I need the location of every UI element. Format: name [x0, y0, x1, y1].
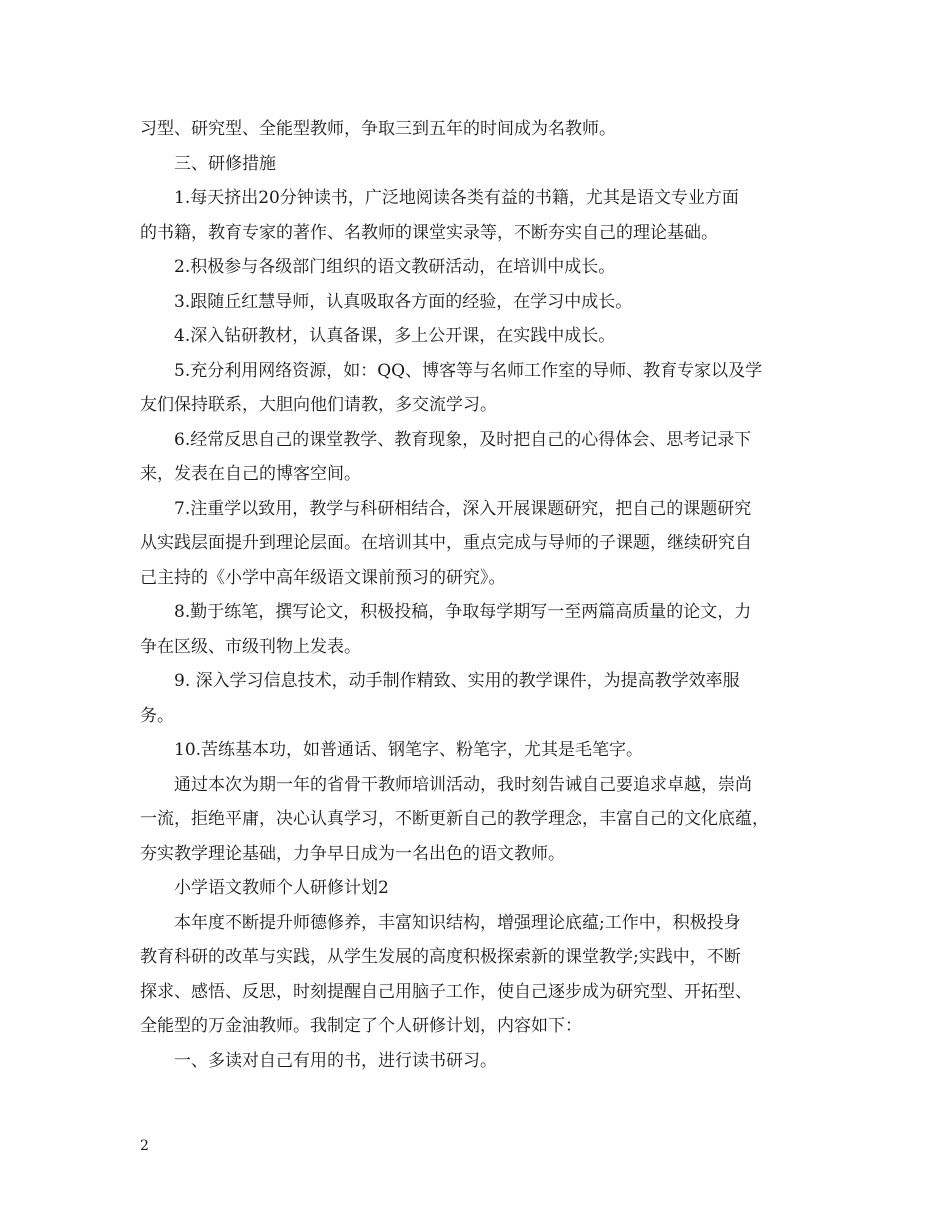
text-line: 教育科研的改革与实践，从学生发展的高度积极探索新的课堂教学;实践中，不断: [140, 947, 741, 967]
text-line: 务。: [140, 705, 174, 726]
text-line: 习型、研究型、全能型教师，争取三到五年的时间成为名教师。: [140, 119, 616, 139]
text-line: 10.苦练基本功，如普通话、钢笔字、粉笔字，尤其是毛笔字。: [174, 740, 644, 760]
text-line: 一流，拒绝平庸，决心认真学习，不断更新自己的教学理念，丰富自己的文化底蕴，: [140, 809, 769, 829]
text-line: 2.积极参与各级部门组织的语文教研活动，在培训中成长。: [174, 257, 616, 277]
text-line: 小学语文教师个人研修计划2: [174, 878, 389, 898]
text-line: 3.跟随丘红慧导师，认真吸取各方面的经验，在学习中成长。: [174, 291, 633, 312]
text-line: 探求、感悟、反思，时刻提醒自己用脑子工作，使自己逐步成为研究型、开拓型、: [140, 981, 752, 1002]
text-line: 全能型的万金油教师。我制定了个人研修计划，内容如下：: [140, 1016, 582, 1036]
text-line: 友们保持联系，大胆向他们请教，多交流学习。: [140, 395, 497, 415]
text-line: 从实践层面提升到理论层面。在培训其中，重点完成与导师的子课题，继续研究自: [140, 533, 752, 553]
page-number: 2: [140, 1138, 149, 1154]
text-line: 1.每天挤出20分钟读书，广泛地阅读各类有益的书籍，尤其是语文专业方面: [174, 188, 739, 208]
text-line: 本年度不断提升师德修养，丰富知识结构，增强理论底蕴;工作中，积极投身: [174, 912, 741, 933]
text-line: 5.充分利用网络资源，如：QQ、博客等与名师工作室的导师、教育专家以及学: [174, 360, 763, 381]
text-line: 8.勤于练笔，撰写论文，积极投稿，争取每学期写一至两篇高质量的论文，力: [174, 602, 752, 622]
text-line: 7.注重学以致用，教学与科研相结合，深入开展课题研究，把自己的课题研究: [174, 498, 752, 519]
text-line: 来，发表在自己的博客空间。: [140, 464, 361, 484]
text-line: 通过本次为期一年的省骨干教师培训活动，我时刻告诫自己要追求卓越，崇尚: [174, 774, 752, 795]
text-line: 9. 深入学习信息技术，动手制作精致、实用的教学课件，为提高教学效率服: [174, 671, 740, 691]
text-line: 三、研修措施: [174, 153, 276, 174]
document-body: [140, 112, 812, 1078]
text-line: 4.深入钻研教材，认真备课，多上公开课，在实践中成长。: [174, 326, 616, 346]
text-line: 一、多读对自己有用的书，进行读书研习。: [174, 1050, 497, 1071]
text-line: 己主持的《小学中高年级语文课前预习的研究》。: [140, 567, 506, 588]
text-line: 的书籍，教育专家的著作、名教师的课堂实录等，不断夯实自己的理论基础。: [140, 222, 718, 243]
text-line: 夯实教学理论基础，力争早日成为一名出色的语文教师。: [140, 843, 565, 864]
text-line: 争在区级、市级刊物上发表。: [140, 636, 361, 657]
text-line: 6.经常反思自己的课堂教学、教育现象，及时把自己的心得体会、思考记录下: [174, 429, 752, 450]
